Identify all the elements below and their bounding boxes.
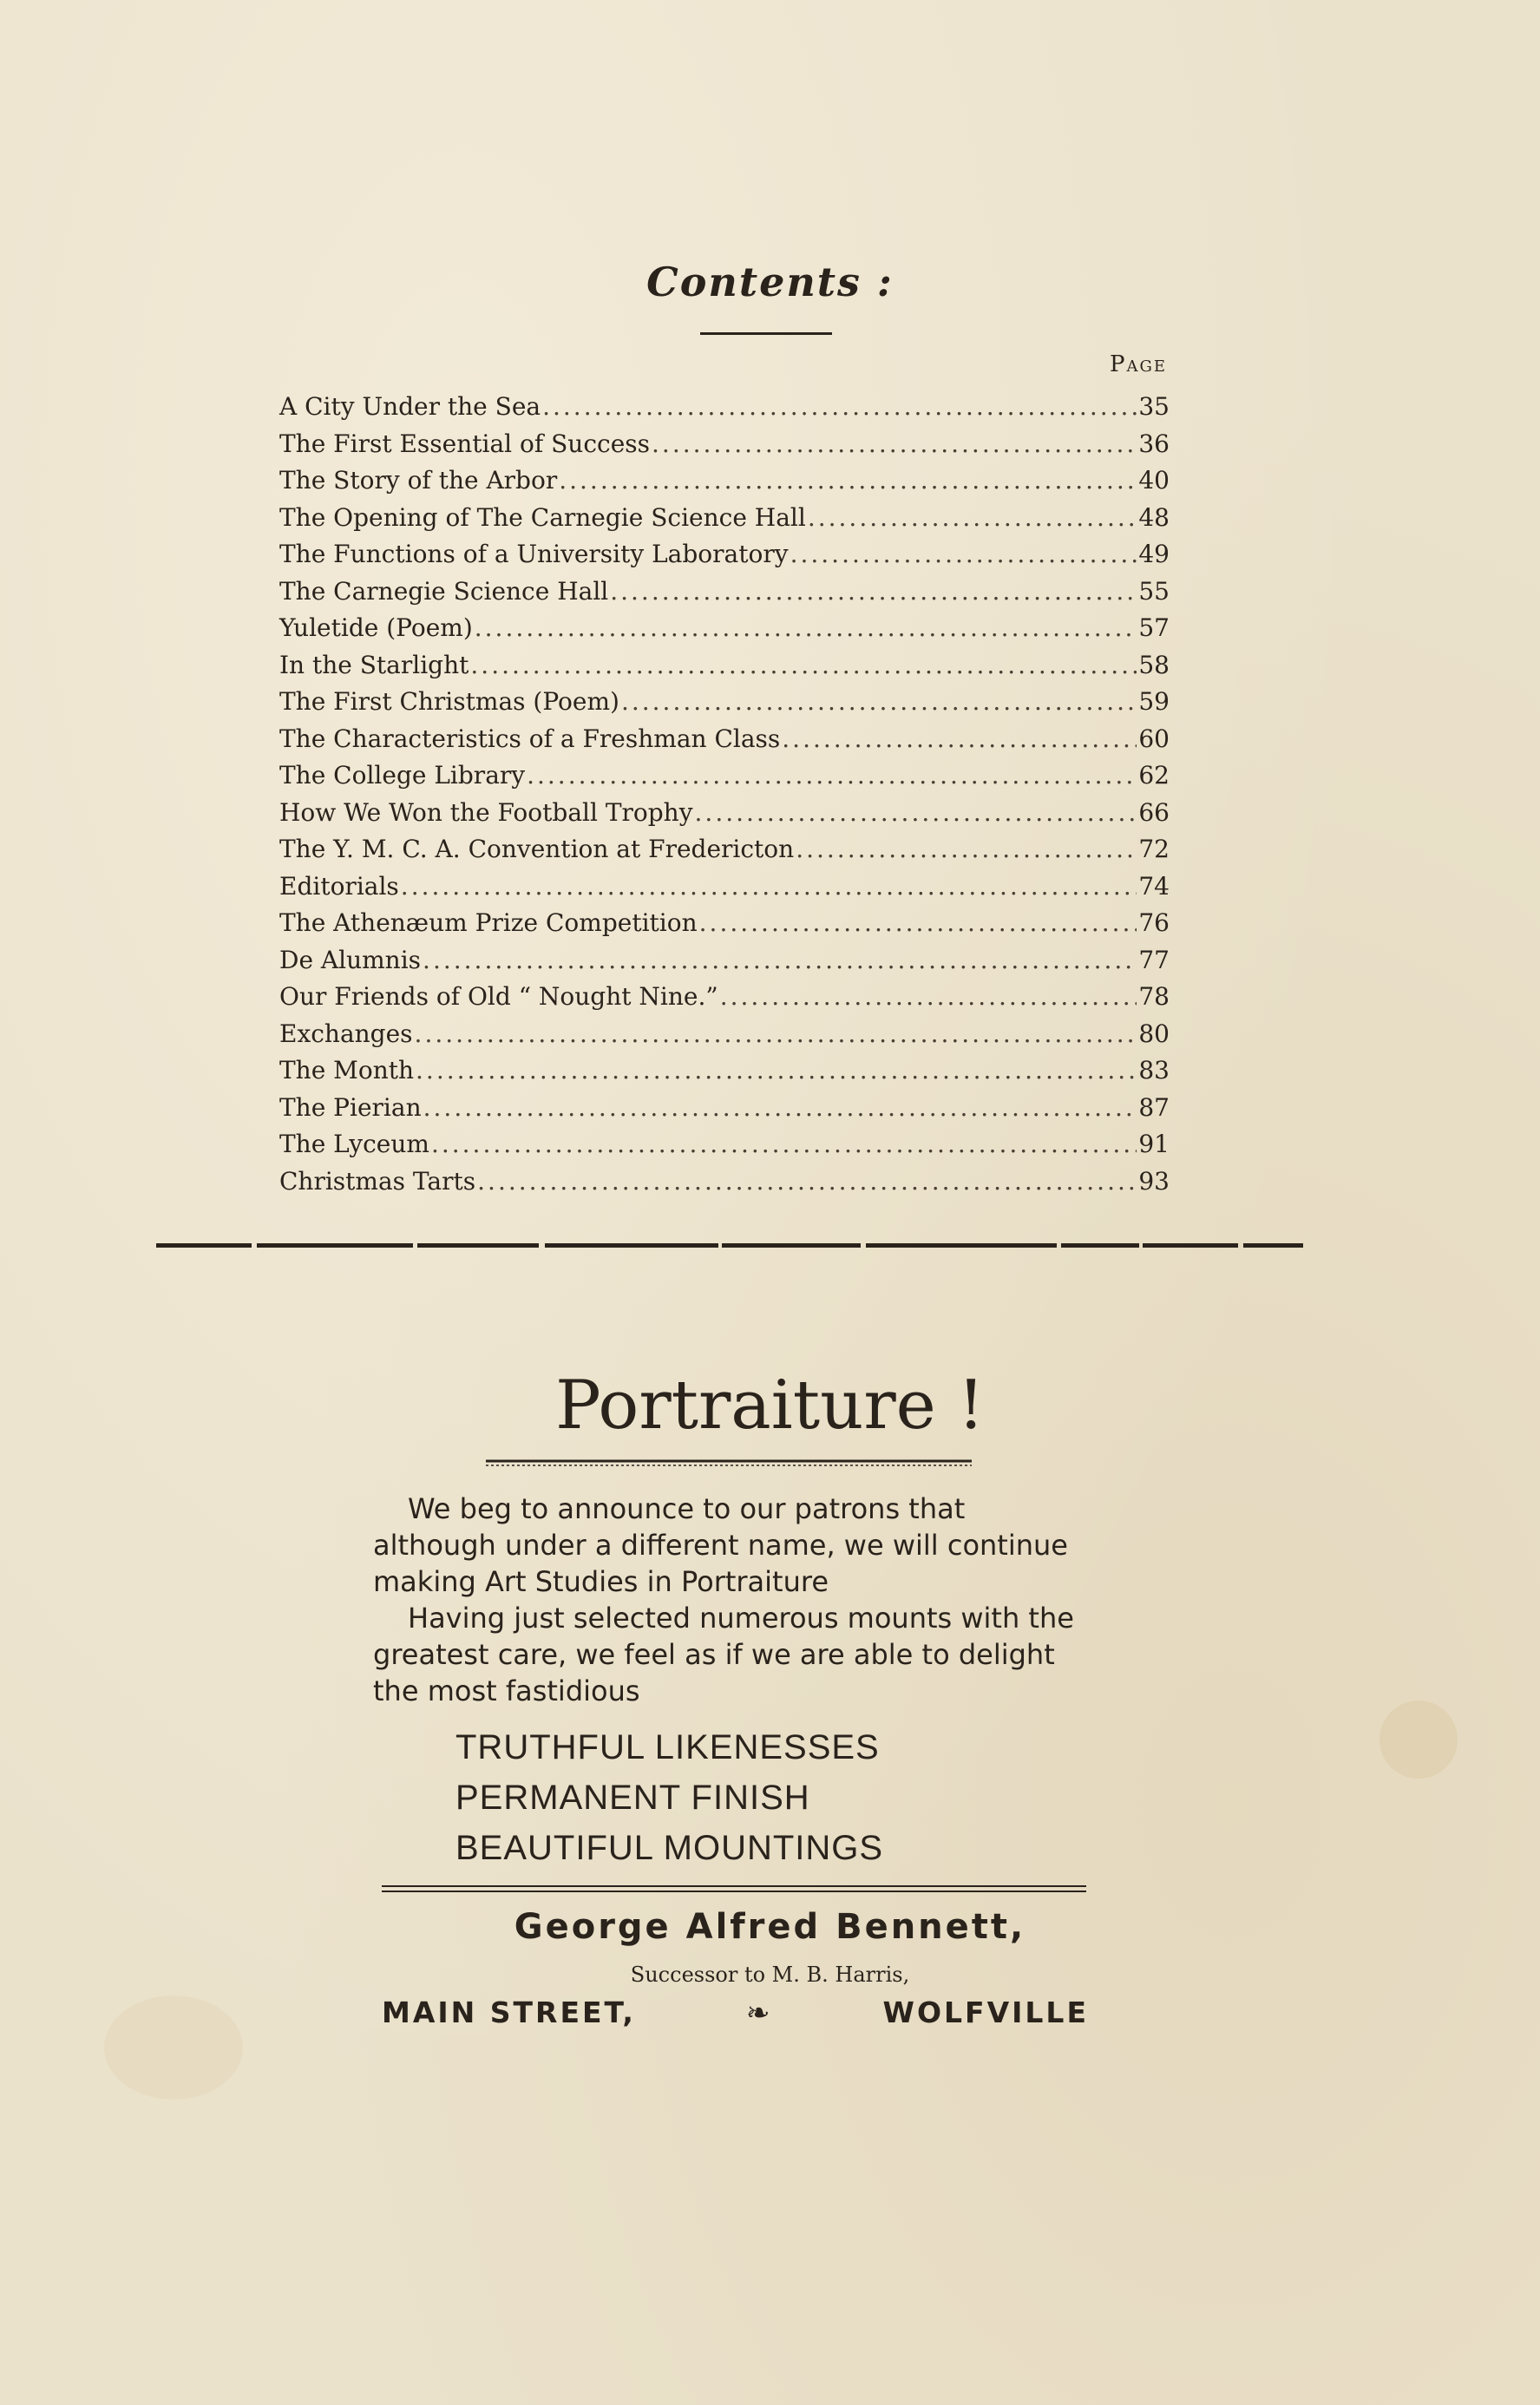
toc-entry: [279, 1130, 1170, 1167]
toc-entry-title: The Characteristics of a Freshman Class: [279, 724, 781, 753]
toc-entry-title: In the Starlight: [279, 650, 469, 679]
announcement-paragraph: We beg to announce to our patrons that although under a different name, we will continue making Art Studies in Portraiture: [373, 1492, 1068, 1598]
toc-entry-title: The Y. M. C. A. Convention at Fredericton: [279, 835, 795, 863]
toc-entry: [279, 651, 1170, 688]
toc-leader-dots: [423, 1093, 1137, 1122]
heading-double-underline: [486, 1459, 972, 1468]
toc-leader-dots: [431, 1130, 1137, 1158]
toc-leader-dots: [415, 1019, 1137, 1048]
toc-leader-dots: [423, 946, 1137, 974]
toc-leader-dots: [542, 392, 1137, 421]
feature-item: BEAUTIFUL MOUNTINGS: [455, 1829, 884, 1867]
toc-entry-title: Exchanges: [279, 1019, 413, 1048]
toc-entry: [279, 798, 1170, 836]
toc-entry-title: The Carnegie Science Hall: [279, 576, 609, 606]
toc-entry: [279, 577, 1170, 614]
toc-entry: [279, 503, 1170, 541]
toc-entry: [279, 613, 1170, 651]
toc-entry: [279, 982, 1170, 1019]
toc-entry-page: 83: [1138, 1056, 1170, 1085]
successor-note: Successor to M. B. Harris,: [630, 1963, 910, 1987]
toc-leader-dots: [475, 613, 1137, 642]
fleuron-separator-icon: ❧: [745, 1995, 773, 2029]
toc-entry-title: Yuletide (Poem): [279, 613, 473, 642]
toc-entry-title: The Functions of a University Laboratory: [279, 540, 789, 568]
toc-leader-dots: [790, 540, 1137, 568]
toc-entry-page: 58: [1138, 650, 1170, 679]
toc-entry-title: How We Won the Football Trophy: [279, 797, 693, 827]
toc-entry-page: 35: [1138, 392, 1170, 421]
announcement-paragraph: Having just selected numerous mounts with the greatest care, we feel as if we are able to delight the most fastidious: [373, 1602, 1074, 1707]
toc-entry-title: Our Friends of Old “ Nought Nine.”: [279, 982, 718, 1011]
toc-entry-page: 66: [1138, 797, 1170, 827]
toc-leader-dots: [808, 503, 1137, 532]
toc-entry-title: The Lyceum: [279, 1130, 429, 1158]
toc-entry-page: 49: [1138, 540, 1170, 568]
toc-entry-page: 59: [1138, 687, 1170, 716]
toc-entry: [279, 1167, 1170, 1204]
toc-entry-page: 62: [1138, 761, 1170, 790]
toc-entry-page: 76: [1138, 908, 1170, 937]
toc-entry-page: 40: [1138, 466, 1170, 495]
toc-entry-title: The Pierian: [279, 1092, 422, 1122]
toc-entry-page: 78: [1138, 982, 1170, 1011]
announcement-text: [373, 1491, 1085, 1709]
toc-leader-dots: [470, 651, 1137, 679]
toc-entry: [279, 1056, 1170, 1093]
toc-entry: [279, 872, 1170, 909]
toc-entry-title: De Alumnis: [279, 945, 422, 974]
table-of-contents: [279, 392, 1170, 1203]
toc-entry-page: 80: [1138, 1019, 1170, 1048]
toc-leader-dots: [695, 798, 1137, 827]
toc-leader-dots: [401, 872, 1137, 901]
toc-entry-title: The College Library: [279, 761, 526, 790]
toc-entry-page: 87: [1138, 1092, 1170, 1122]
toc-leader-dots: [652, 429, 1137, 458]
toc-entry-page: 60: [1138, 724, 1170, 753]
toc-entry-title: Editorials: [279, 871, 399, 901]
toc-leader-dots: [720, 982, 1137, 1011]
toc-leader-dots: [699, 908, 1137, 937]
heading-underline: [700, 332, 832, 335]
toc-leader-dots: [477, 1167, 1137, 1196]
page-column-header: Page: [1109, 351, 1167, 377]
ornamental-divider: [156, 1242, 1303, 1248]
proprietor-name: George Alfred Bennett,: [514, 1907, 1026, 1947]
toc-entry-title: The First Christmas (Poem): [279, 687, 619, 716]
toc-entry: [279, 724, 1170, 762]
toc-entry: [279, 761, 1170, 798]
toc-leader-dots: [416, 1056, 1137, 1085]
toc-leader-dots: [559, 466, 1137, 495]
toc-entry: [279, 429, 1170, 467]
toc-entry: [279, 687, 1170, 724]
toc-leader-dots: [782, 724, 1137, 753]
feature-item: PERMANENT FINISH: [455, 1779, 810, 1817]
toc-entry: [279, 946, 1170, 983]
toc-entry: [279, 835, 1170, 872]
toc-entry-title: A City Under the Sea: [279, 392, 541, 421]
toc-entry-page: 36: [1138, 429, 1170, 458]
toc-entry-title: The Athenæum Prize Competition: [279, 908, 698, 937]
toc-entry: [279, 1093, 1170, 1130]
toc-entry-page: 57: [1138, 613, 1170, 642]
toc-entry: [279, 466, 1170, 503]
contents-heading: Contents :: [646, 259, 894, 305]
paper-stain: [104, 1995, 243, 2100]
toc-entry-page: 74: [1138, 871, 1170, 901]
toc-leader-dots: [621, 687, 1137, 716]
paper-stain: [1379, 1701, 1458, 1779]
toc-entry-page: 77: [1138, 945, 1170, 974]
feature-list: [455, 1722, 883, 1873]
toc-entry-page: 72: [1138, 835, 1170, 863]
toc-entry: [279, 540, 1170, 577]
toc-leader-dots: [610, 577, 1137, 606]
toc-entry-title: The Story of the Arbor: [279, 466, 558, 495]
toc-leader-dots: [527, 761, 1137, 790]
toc-entry-title: The First Essential of Success: [279, 429, 651, 458]
toc-leader-dots: [796, 835, 1137, 863]
address-line: [382, 1995, 1089, 2029]
toc-entry: [279, 908, 1170, 946]
toc-entry: [279, 392, 1170, 429]
toc-entry-title: The Opening of The Carnegie Science Hall: [279, 502, 806, 532]
town-text: WOLFVILLE: [882, 1995, 1089, 2029]
toc-entry-title: The Month: [279, 1056, 415, 1085]
toc-entry-page: 48: [1138, 502, 1170, 532]
advert-heading: Portraiture !: [555, 1366, 985, 1445]
signature-divider: [382, 1884, 1086, 1894]
toc-entry-title: Christmas Tarts: [279, 1166, 476, 1196]
street-text: MAIN STREET,: [382, 1995, 636, 2029]
toc-entry-page: 55: [1138, 576, 1170, 606]
toc-entry: [279, 1019, 1170, 1057]
feature-item: TRUTHFUL LIKENESSES: [455, 1728, 880, 1766]
toc-entry-page: 91: [1138, 1130, 1170, 1158]
toc-entry-page: 93: [1138, 1166, 1170, 1196]
